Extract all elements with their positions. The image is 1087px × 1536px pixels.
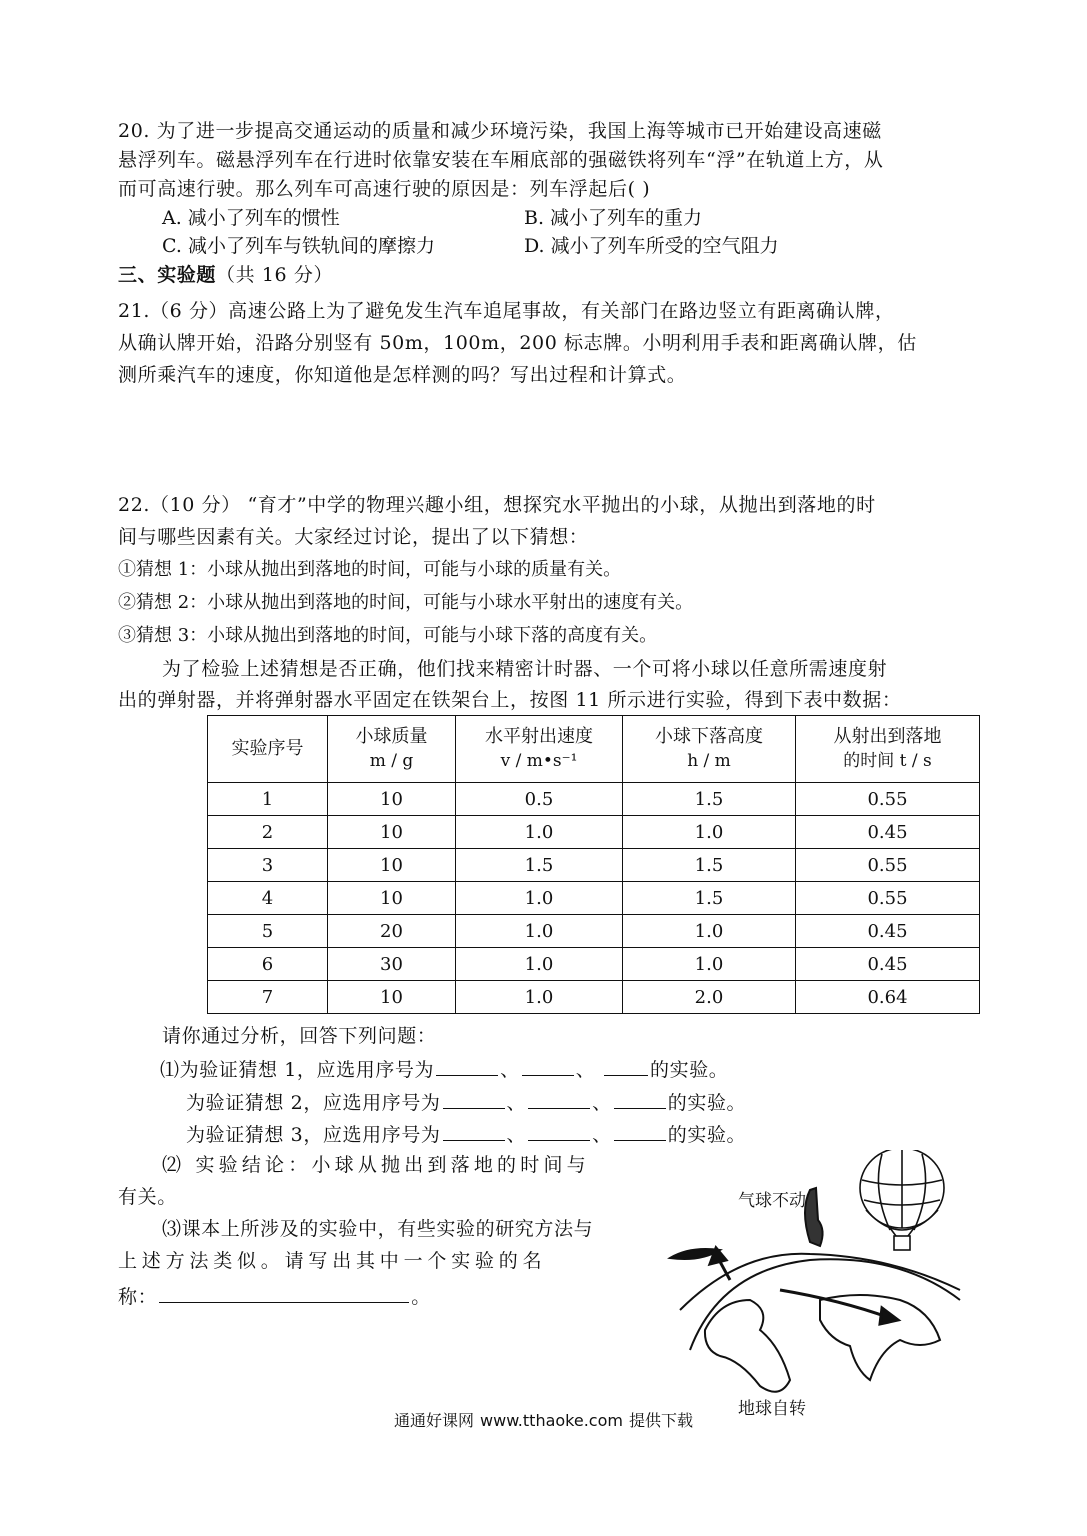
- answer-blank-3a[interactable]: [443, 1120, 505, 1141]
- table-cell: 0.64: [796, 981, 980, 1014]
- header-unit: h / m: [687, 751, 731, 771]
- table-cell: 1.0: [623, 915, 796, 948]
- sub-2-suffix: 的实验。: [667, 1092, 747, 1114]
- section-title: 三、实验题: [118, 264, 217, 286]
- table-cell: 5: [208, 915, 328, 948]
- table-row: [208, 915, 980, 948]
- header-text: 小球质量: [355, 726, 428, 747]
- table-cell: 1.5: [623, 849, 796, 882]
- header-text: 实验序号: [231, 738, 304, 759]
- separator: 、: [506, 1092, 527, 1114]
- table-cell: 1.0: [456, 981, 623, 1014]
- table-cell: 6: [208, 948, 328, 981]
- q20-option-d: D. 减小了列车所受的空气阻力: [524, 235, 779, 257]
- answer-blank-1b[interactable]: [522, 1055, 574, 1076]
- q22-part2-line-1: ⑵ 实验结论：小球从抛出到落地的时间与: [162, 1154, 590, 1176]
- earth-balloon-illustration: [660, 1150, 980, 1420]
- earth-rotation-label: 地球自转: [738, 1399, 806, 1419]
- separator: 、: [592, 1092, 612, 1114]
- part3-prefix: 称：: [118, 1286, 158, 1308]
- sub-1-text: ⑴为验证猜想 1，应选用序号为: [160, 1059, 435, 1081]
- q21-line-3: 测所乘汽车的速度，你知道他是怎样测的吗？写出过程和计算式。: [118, 364, 687, 386]
- balloon-earth-figure: [660, 1150, 980, 1420]
- table-cell: 1.0: [456, 948, 623, 981]
- answer-blank-2b[interactable]: [528, 1088, 590, 1109]
- table-cell: 2: [208, 816, 328, 849]
- table-cell: 0.5: [456, 783, 623, 816]
- table-cell: 1.0: [456, 915, 623, 948]
- answer-blank-1c[interactable]: [604, 1055, 648, 1076]
- table-row: [208, 816, 980, 849]
- hot-air-balloon-icon: [860, 1150, 944, 1250]
- separator: 、: [500, 1059, 520, 1081]
- q20-option-c: C. 减小了列车与铁轨间的摩擦力: [162, 235, 435, 257]
- table-cell: 10: [328, 882, 456, 915]
- table-cell: 7: [208, 981, 328, 1014]
- footer-url[interactable]: www.tthaoke.com: [480, 1411, 623, 1430]
- q22-part3-line-3: [118, 1282, 431, 1310]
- q22-part3-line-1: ⑶课本上所涉及的实验中，有些实验的研究方法与: [162, 1218, 594, 1240]
- table-cell: 4: [208, 882, 328, 915]
- table-cell: 10: [328, 981, 456, 1014]
- table-row: [208, 981, 980, 1014]
- q20-option-b: B. 减小了列车的重力: [524, 207, 703, 229]
- q22-guess-3: ③猜想 3：小球从抛出到落地的时间，可能与小球下落的高度有关。: [118, 625, 658, 646]
- table-cell: 1.5: [623, 783, 796, 816]
- sub-3-suffix: 的实验。: [667, 1124, 747, 1146]
- table-cell: 1.5: [623, 882, 796, 915]
- q22-part2-line-2: 有关。: [118, 1186, 177, 1208]
- q20-line-2: 悬浮列车。磁悬浮列车在行进时依靠安装在车厢底部的强磁铁将列车“浮”在轨道上方，从: [118, 149, 884, 171]
- answer-blank-2c[interactable]: [614, 1088, 666, 1109]
- col-header-height: [623, 716, 796, 783]
- experiment-table: [207, 715, 980, 1014]
- header-unit: v / m•s⁻¹: [500, 751, 578, 771]
- sub-3-text: 为验证猜想 3，应选用序号为: [186, 1124, 441, 1146]
- table-cell: 0.55: [796, 783, 980, 816]
- answer-blank-3c[interactable]: [614, 1120, 666, 1141]
- earth-icon: [670, 1188, 960, 1392]
- answer-blank-1a[interactable]: [436, 1055, 498, 1076]
- sub-1-suffix: 的实验。: [650, 1059, 729, 1081]
- table-cell: 0.55: [796, 849, 980, 882]
- q20-line-1: 20. 为了进一步提高交通运动的质量和减少环境污染，我国上海等城市已开始建设高速磁: [118, 120, 882, 142]
- q22-para-1: 为了检验上述猜想是否正确，他们找来精密计时器、一个可将小球以任意所需速度射: [162, 658, 888, 680]
- separator: 、: [592, 1124, 612, 1146]
- q22-sub-2: [186, 1088, 746, 1116]
- footer-site: 通通好课网: [394, 1411, 475, 1430]
- table-cell: 30: [328, 948, 456, 981]
- q22-guess-1: ①猜想 1：小球从抛出到落地的时间，可能与小球的质量有关。: [118, 559, 622, 580]
- table-row: [208, 783, 980, 816]
- table-cell: 3: [208, 849, 328, 882]
- header-unit: 的时间 t / s: [843, 751, 932, 771]
- q22-para-2: 出的弹射器，并将弹射器水平固定在铁架台上，按图 11 所示进行实验，得到下表中数据：: [118, 689, 902, 711]
- q22-part3-line-2: 上述方法类似。请写出其中一个实验的名: [118, 1250, 547, 1272]
- table-cell: 0.55: [796, 882, 980, 915]
- q22-sub-3: [186, 1120, 746, 1148]
- table-row: [208, 882, 980, 915]
- q21-line-1: 21.（6 分）高速公路上为了避免发生汽车追尾事故，有关部门在路边竖立有距离确认牌，: [118, 300, 895, 322]
- section-heading: [118, 262, 333, 288]
- separator: 、: [506, 1124, 527, 1146]
- table-cell: 0.45: [796, 816, 980, 849]
- q20-line-3: 而可高速行驶。那么列车可高速行驶的原因是：列车浮起后( ): [118, 178, 651, 200]
- table-cell: 10: [328, 849, 456, 882]
- page-footer: [0, 1408, 1087, 1431]
- table-row: [208, 948, 980, 981]
- table-header-row: [208, 716, 980, 783]
- table-cell: 1.0: [456, 816, 623, 849]
- footer-suffix: 提供下载: [628, 1411, 693, 1430]
- col-header-speed: [456, 716, 623, 783]
- table-cell: 0.45: [796, 915, 980, 948]
- col-header-index: [208, 716, 328, 783]
- answer-blank-2a[interactable]: [443, 1088, 505, 1109]
- table-cell: 10: [328, 783, 456, 816]
- header-unit: m / g: [369, 751, 414, 771]
- section-points: （共 16 分）: [216, 264, 334, 286]
- table-cell: 1.0: [456, 882, 623, 915]
- col-header-mass: [328, 716, 456, 783]
- q22-line-2: 间与哪些因素有关。大家经过讨论，提出了以下猜想：: [118, 526, 589, 548]
- part3-suffix: 。: [411, 1286, 431, 1308]
- table-cell: 2.0: [623, 981, 796, 1014]
- answer-blank-3b[interactable]: [528, 1120, 590, 1141]
- table-cell: 0.45: [796, 948, 980, 981]
- header-text: 从射出到落地: [833, 726, 942, 747]
- table-cell: 10: [328, 816, 456, 849]
- col-header-time: [796, 716, 980, 783]
- q22-sub-1: [160, 1055, 728, 1083]
- table-cell: 1.0: [623, 816, 796, 849]
- q22-line-1: 22.（10 分） “育才”中学的物理兴趣小组，想探究水平抛出的小球，从抛出到落地的时: [118, 494, 876, 516]
- header-text: 水平射出速度: [485, 726, 593, 747]
- table-cell: 1.0: [623, 948, 796, 981]
- table-cell: 1.5: [456, 849, 623, 882]
- sub-2-text: 为验证猜想 2，应选用序号为: [186, 1092, 441, 1114]
- q21-line-2: 从确认牌开始，沿路分别竖有 50m，100m，200 标志牌。小明利用手表和距离确认牌，估: [118, 332, 917, 354]
- answer-blank-experiment-name[interactable]: [159, 1282, 409, 1303]
- q20-option-a: A. 减小了列车的惯性: [162, 207, 340, 229]
- table-cell: 20: [328, 915, 456, 948]
- table-row: [208, 849, 980, 882]
- table-cell: 1: [208, 783, 328, 816]
- separator: 、: [575, 1059, 596, 1081]
- header-text: 小球下落高度: [655, 726, 763, 747]
- balloon-label: 气球不动: [738, 1191, 806, 1211]
- q22-guess-2: ②猜想 2：小球从抛出到落地的时间，可能与小球水平射出的速度有关。: [118, 592, 694, 613]
- q22-prompt: 请你通过分析，回答下列问题：: [162, 1025, 437, 1047]
